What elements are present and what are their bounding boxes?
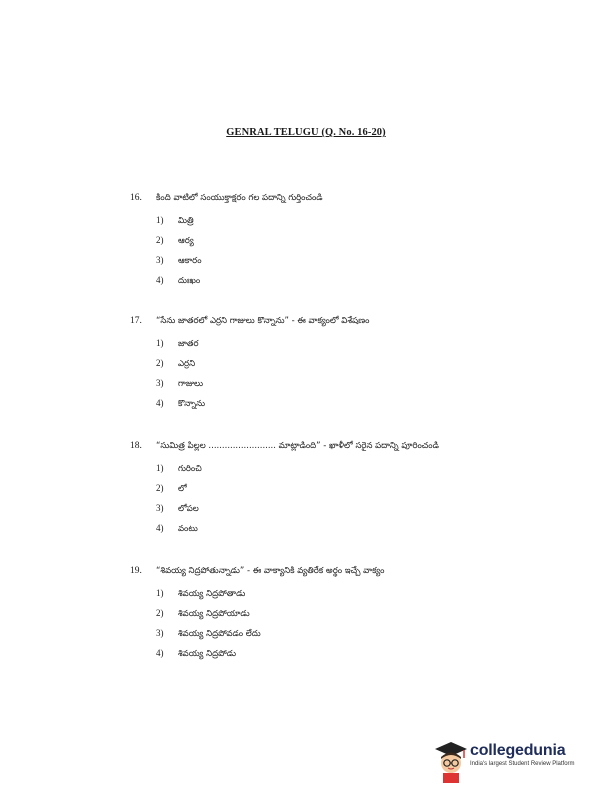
option-number: 3) — [156, 628, 164, 638]
option-text: శివయ్య నిద్రపోతాడు — [178, 589, 246, 599]
option-4 — [156, 648, 570, 668]
option-text: లోపల — [178, 504, 199, 514]
brand-text — [470, 742, 575, 767]
option-number: 2) — [156, 483, 164, 493]
question-number: 18. — [130, 441, 142, 451]
option-text: శివయ్య నిద్రపోడు — [178, 649, 237, 659]
option-4 — [156, 398, 570, 418]
question-17 — [130, 316, 570, 418]
option-text: జాతర — [178, 339, 199, 349]
option-number: 1) — [156, 588, 164, 598]
option-text: కొన్నాను — [178, 399, 206, 409]
option-1 — [156, 215, 570, 235]
option-number: 3) — [156, 503, 164, 513]
option-number: 1) — [156, 215, 164, 225]
option-text: శివయ్య నిద్రపోయాడు — [178, 609, 250, 619]
question-number: 17. — [130, 316, 142, 326]
question-row — [130, 316, 570, 328]
question-text: “సుమిత్ర పిల్లల ......................... మాట్లాడింది” - ఖాళీలో సరైన పదాన్ని పూరించండి — [156, 441, 439, 451]
option-number: 1) — [156, 463, 164, 473]
option-number: 2) — [156, 358, 164, 368]
option-text: గాజులు — [178, 379, 204, 389]
question-number: 19. — [130, 566, 142, 576]
question-18 — [130, 441, 570, 543]
question-text: “సేను జాతరలో ఎర్రని గాజులు కొన్నాను” - ఈ వాక్యంలో విశేషణం — [156, 316, 370, 326]
option-text: దుఃఖం — [178, 276, 201, 286]
option-4 — [156, 275, 570, 295]
page-title: GENRAL TELUGU (Q. No. 16-20) — [226, 127, 386, 138]
option-1 — [156, 463, 570, 483]
option-number: 3) — [156, 378, 164, 388]
option-3 — [156, 628, 570, 648]
option-text: గురించి — [178, 464, 202, 474]
option-number: 4) — [156, 523, 164, 533]
question-row — [130, 441, 570, 453]
option-text: ఎర్రని — [178, 359, 196, 369]
option-text: వంటు — [178, 524, 198, 534]
option-text: ఆకారం — [178, 256, 202, 266]
option-number: 4) — [156, 275, 164, 285]
option-2 — [156, 483, 570, 503]
option-text: శివయ్య నిద్రపోవడం లేదు — [178, 629, 261, 639]
option-number: 4) — [156, 648, 164, 658]
option-3 — [156, 378, 570, 398]
question-text: “శివయ్య నిద్రపోతున్నాడు” - ఈ వాక్యానికి వ్యతిరేక అర్థం ఇచ్చే వాక్యం — [156, 566, 385, 576]
question-row — [130, 193, 570, 205]
option-3 — [156, 255, 570, 275]
question-16 — [130, 193, 570, 295]
option-4 — [156, 523, 570, 543]
option-2 — [156, 358, 570, 378]
option-text: మిత్రి — [178, 216, 194, 226]
option-2 — [156, 235, 570, 255]
option-text: ఆర్య — [178, 236, 194, 246]
option-number: 2) — [156, 235, 164, 245]
option-1 — [156, 338, 570, 358]
question-row — [130, 566, 570, 578]
option-number: 4) — [156, 398, 164, 408]
option-number: 1) — [156, 338, 164, 348]
question-19 — [130, 566, 570, 668]
option-2 — [156, 608, 570, 628]
option-text: లో — [178, 484, 187, 494]
option-3 — [156, 503, 570, 523]
question-text: కింది వాటిలో సంయుక్తాక్షరం గల పదాన్ని గుర్తించండి — [156, 193, 323, 203]
option-number: 3) — [156, 255, 164, 265]
brand-tagline: India's largest Student Review Platform — [470, 761, 575, 767]
question-number: 16. — [130, 193, 142, 203]
student-mascot-icon — [433, 739, 469, 783]
option-number: 2) — [156, 608, 164, 618]
brand-name: collegedunia — [470, 742, 566, 759]
option-1 — [156, 588, 570, 608]
